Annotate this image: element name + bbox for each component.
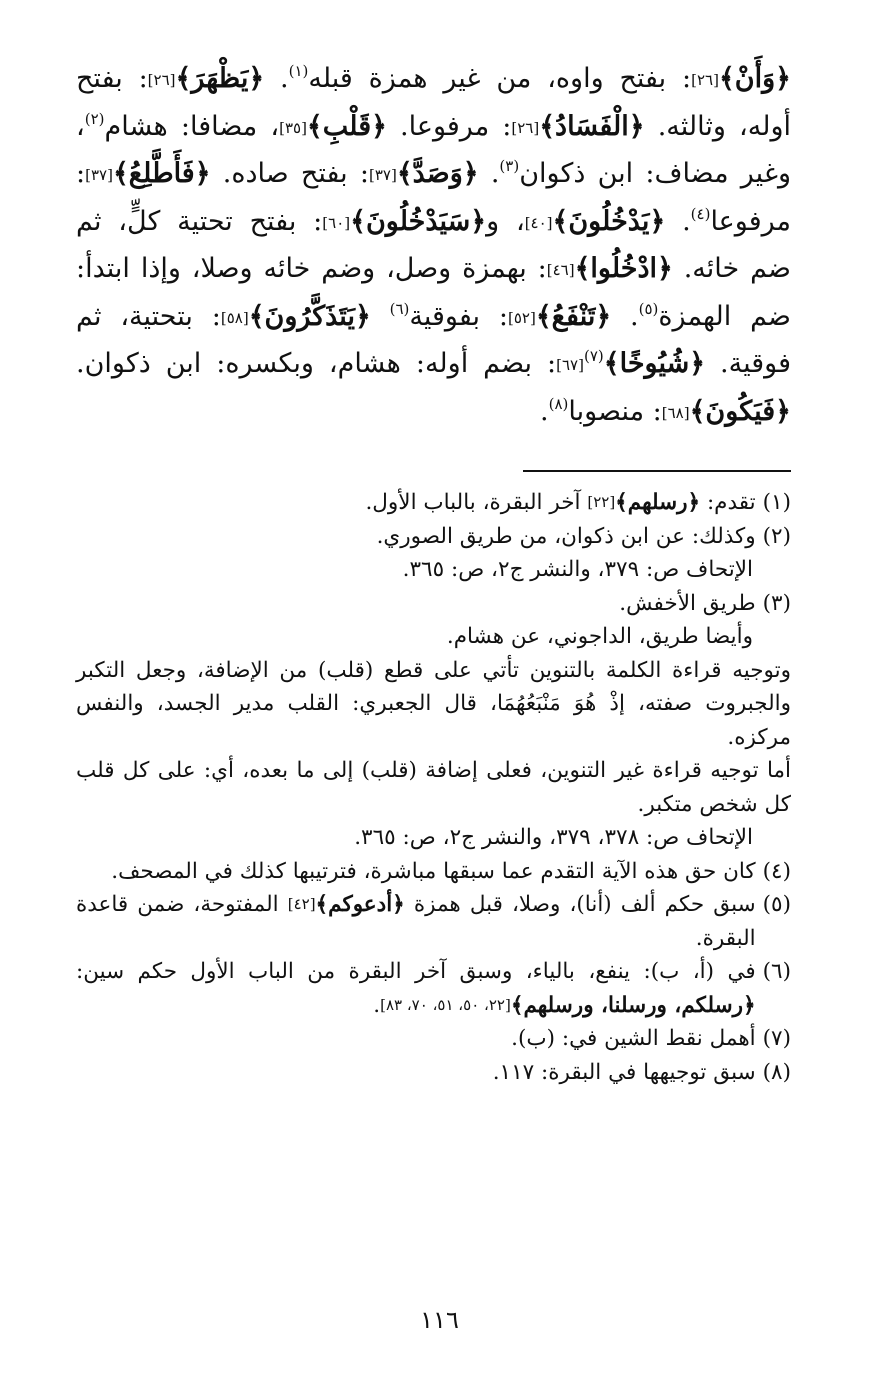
text: : بفوقية — [409, 300, 508, 332]
footnote-1 — [76, 486, 791, 520]
page-number: ١١٦ — [420, 1306, 459, 1334]
quran-word: ﴿تَنْفَعُ﴾ — [535, 300, 612, 332]
text: أوله، وثالثه. — [644, 110, 792, 142]
footnote-number: (٢) — [762, 523, 791, 549]
text: : بفتح واوه، من غير همزة قبله — [308, 63, 692, 94]
footnote-body — [76, 587, 756, 621]
footnote-number: (٤) — [762, 858, 791, 884]
footnote-ref: (٤) — [690, 204, 711, 223]
footnote-line — [76, 486, 756, 520]
quran-word: ﴿يَدْخُلُونَ﴾ — [552, 205, 666, 237]
footnote-3 — [76, 587, 791, 621]
text: ، وغير مضاف: ابن ذكوان — [76, 110, 791, 189]
text: آخر البقرة، بالباب الأول. — [365, 490, 588, 515]
divider-line — [523, 470, 791, 472]
quran-word: ﴿رسلهم﴾ — [615, 490, 701, 515]
footnote-line: كان حق هذه الآية التقدم عما سبقها مباشرة، فترتيبها كذلك في المصحف. — [111, 858, 756, 884]
verse-ref: [٥٨] — [220, 308, 249, 327]
main-text — [76, 56, 791, 436]
footnote-8 — [76, 1056, 791, 1090]
footnote-line: أهمل نقط الشين في: (ب). — [511, 1026, 756, 1051]
text: : بفتح — [76, 63, 148, 94]
footnote-line: سبق توجيهها في البقرة: ١١٧. — [492, 1059, 756, 1085]
verse-ref: [٦٠] — [322, 213, 351, 232]
text: : مرفوعا. — [386, 110, 512, 142]
verse-ref: [٣٧] — [85, 166, 113, 184]
verse-ref: [٣٥] — [279, 118, 307, 137]
verse-ref: [٢٢، ٥٠، ٥١، ٧٠، ٨٣] — [380, 995, 511, 1014]
text: . — [264, 63, 289, 94]
footnote-line: الإتحاف ص: ٣٧٩، والنشر ج٢، ص: ٣٦٥. — [402, 557, 753, 582]
footnote-ref: (٥) — [638, 299, 659, 318]
quran-word: ﴿قَلْبِ﴾ — [306, 110, 387, 142]
text: : بهمزة وصل، وضم خائه — [263, 253, 547, 284]
quran-word: ﴿أدعوكم﴾ — [315, 892, 405, 917]
text: تحتية كلٍّ، ثم ضم خائه. — [76, 205, 791, 284]
quran-word: ﴿الْفَسَادُ﴾ — [539, 110, 645, 142]
text: : بتحتية، ثم فوقية. — [76, 300, 791, 379]
footnote-ref: (٧) — [583, 347, 604, 365]
text: هشام — [104, 110, 168, 142]
footnote-number: (٧) — [762, 1026, 791, 1051]
quran-word: ﴿وَأَنْ﴾ — [718, 63, 791, 94]
text: : مرفوعا — [76, 158, 791, 237]
footnote-line: الإتحاف ص: ٣٧٨، ٣٧٩، والنشر ج٢، ص: ٣٦٥. — [354, 825, 753, 850]
footnote-ref: (١) — [288, 62, 309, 80]
text: سبق حكم ألف (أنا)، وصلا، قبل همزة — [404, 892, 756, 917]
verse-ref: [٤٢] — [287, 895, 316, 913]
quran-word: ﴿فَأَطَّلِعُ﴾ — [112, 158, 211, 189]
footnote-ref: (٢) — [84, 109, 105, 128]
text: : بفتح — [249, 205, 323, 237]
text: ، و — [486, 205, 525, 237]
text: : منصوبا — [568, 395, 662, 427]
verse-ref: [٦٨] — [661, 403, 690, 422]
footnote-body — [76, 1022, 756, 1056]
footnote-2 — [76, 520, 791, 554]
footnotes — [76, 486, 791, 1089]
text: . — [478, 158, 500, 189]
footnote-6 — [76, 955, 791, 1022]
quran-word: ﴿يَتَذَكَّرُونَ﴾ — [248, 300, 371, 332]
quran-word: ﴿يَظْهَرَ﴾ — [175, 63, 265, 94]
footnote-number: (١) — [762, 490, 791, 515]
text: . — [373, 992, 381, 1018]
footnote-body — [76, 486, 756, 520]
footnote-number: (٦) — [762, 959, 791, 984]
quran-word: ﴿وَصَدَّ﴾ — [396, 158, 479, 189]
verse-ref: [٣٧] — [368, 166, 397, 184]
verse-ref: [٢٦] — [147, 71, 176, 89]
verse-ref: [٢٦] — [691, 71, 719, 89]
text: . — [539, 395, 549, 427]
footnote-body — [76, 1056, 756, 1090]
verse-ref: [٤٠] — [524, 213, 553, 232]
quran-word: ﴿شُيُوخًا﴾ — [603, 348, 706, 379]
footnote-paragraph: وتوجيه قراءة الكلمة بالتنوين تأتي على قطع (قلب) من الإضافة، وجعل التكبر والجبروت صفته، إذْ هُوَ مَنْبَعُهُمَا، قال الجعبري: القلب مدير الجسد، والنفس مركزه. — [76, 657, 791, 750]
footnote-body — [76, 888, 756, 955]
text: وصلا، وإذا ابتدأ: ضم الهمزة — [76, 253, 791, 332]
footnote-line — [76, 955, 756, 1022]
footnote-ref: (٦) — [389, 299, 410, 318]
footnote-body — [76, 955, 756, 1022]
verse-ref: [٥٢] — [508, 308, 536, 327]
footnote-4 — [76, 855, 791, 889]
text: : بفتح صاده. — [222, 158, 369, 189]
text: ، مضافا: — [180, 110, 280, 142]
text: : بضم أوله: — [415, 348, 557, 379]
footnote-ref: (٨) — [548, 394, 569, 413]
text: . — [611, 300, 639, 332]
footnote-line: وكذلك: عن ابن ذكوان، من طريق الصوري. — [376, 523, 756, 549]
footnote-5 — [76, 888, 791, 955]
footnote-divider — [76, 470, 791, 472]
footnote-7 — [76, 1022, 791, 1056]
footnote-number: (٨) — [762, 1059, 791, 1085]
text: . — [665, 205, 691, 237]
text: المفتوحة، ضمن قاعدة البقرة. — [76, 892, 756, 951]
verse-ref: [٤٦] — [546, 261, 575, 279]
footnote-ref: (٣) — [499, 157, 520, 175]
footnote-body — [76, 855, 756, 889]
footnote-line: طريق الأخفش. — [619, 590, 756, 616]
footnote-line: وأيضا طريق، الداجوني، عن هشام. — [446, 624, 753, 649]
footnote-number: (٥) — [762, 892, 791, 917]
quran-word: ﴿سَيَدْخُلُونَ﴾ — [350, 205, 487, 237]
verse-ref: [٢٦] — [511, 118, 540, 137]
text: هشام، وبكسره: ابن ذكوان. — [76, 348, 401, 379]
quran-word: ﴿ادْخُلُوا﴾ — [574, 253, 673, 284]
text: تقدم: — [700, 490, 756, 515]
footnote-body — [76, 520, 756, 554]
footnote-number: (٣) — [762, 590, 791, 616]
quran-word: ﴿رسلكم، ورسلنا، ورسلهم﴾ — [510, 992, 756, 1018]
footnote-paragraph: أما توجيه قراءة غير التنوين، فعلى إضافة (قلب) إلى ما بعده، أي: على كل قلب كل شخص متكبر. — [76, 758, 791, 817]
quran-word: ﴿فَيَكُونَ﴾ — [689, 395, 791, 427]
footnote-line — [76, 888, 756, 955]
verse-ref: [٢٢] — [587, 493, 616, 511]
text: في (أ، ب): ينفع، بالياء، وسبق آخر البقرة من الباب الأول حكم سين: — [76, 959, 756, 984]
verse-ref: [٦٧] — [556, 356, 584, 374]
